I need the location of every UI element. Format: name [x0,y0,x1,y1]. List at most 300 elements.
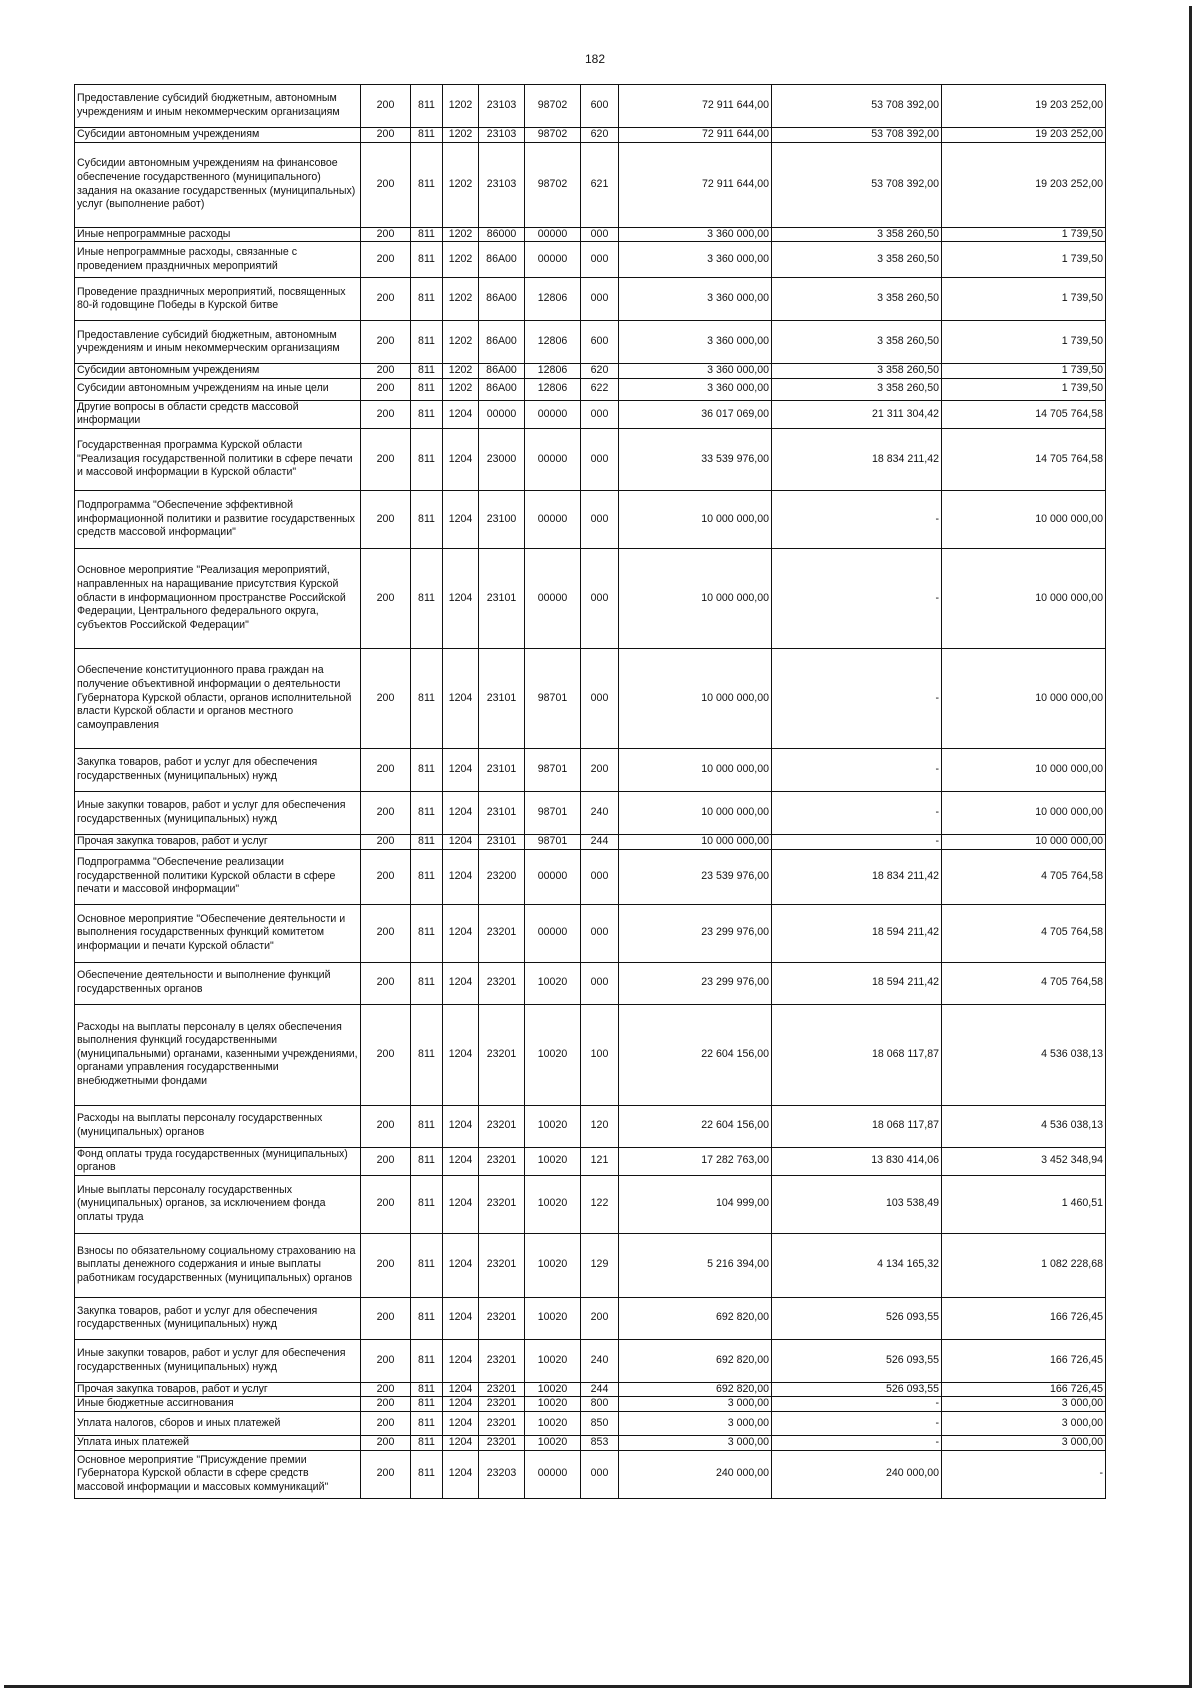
planned-amount: 36 017 069,00 [619,400,772,428]
code-chapter: 811 [411,904,443,962]
code-direction: 12806 [525,364,581,379]
planned-amount: 10 000 000,00 [619,748,772,791]
code-section: 1204 [443,1382,479,1397]
planned-amount: 10 000 000,00 [619,834,772,849]
executed-amount: - [772,1435,942,1450]
code-admin: 200 [361,1339,411,1382]
code-expense-type: 000 [581,242,619,278]
remaining-amount: 4 536 038,13 [942,1105,1106,1147]
code-expense-type: 000 [581,962,619,1004]
code-admin: 200 [361,1450,411,1498]
row-label: Расходы на выплаты персоналу государственных (муниципальных) органов [75,1105,361,1147]
table-row [75,490,1106,548]
planned-amount: 3 360 000,00 [619,364,772,379]
table-row [75,128,1106,143]
code-direction: 10020 [525,1435,581,1450]
table-row [75,1147,1106,1175]
code-expense-type: 000 [581,1450,619,1498]
code-chapter: 811 [411,278,443,321]
executed-amount: 3 358 260,50 [772,227,942,242]
code-direction: 00000 [525,227,581,242]
code-direction: 10020 [525,962,581,1004]
table-row [75,428,1106,490]
code-program: 23201 [479,1339,525,1382]
code-program: 23201 [479,1147,525,1175]
code-expense-type: 853 [581,1435,619,1450]
executed-amount: 526 093,55 [772,1382,942,1397]
code-direction: 10020 [525,1297,581,1339]
code-admin: 200 [361,648,411,748]
table-row [75,400,1106,428]
code-admin: 200 [361,548,411,648]
code-direction: 10020 [525,1339,581,1382]
code-program: 86А00 [479,321,525,364]
planned-amount: 692 820,00 [619,1339,772,1382]
code-direction: 98701 [525,648,581,748]
code-admin: 200 [361,904,411,962]
code-admin: 200 [361,1435,411,1450]
code-section: 1204 [443,748,479,791]
remaining-amount: 4 705 764,58 [942,962,1106,1004]
executed-amount: 4 134 165,32 [772,1233,942,1297]
planned-amount: 240 000,00 [619,1450,772,1498]
code-admin: 200 [361,1382,411,1397]
remaining-amount: 1 739,50 [942,321,1106,364]
code-expense-type: 129 [581,1233,619,1297]
table-row [75,278,1106,321]
executed-amount: 13 830 414,06 [772,1147,942,1175]
code-chapter: 811 [411,1233,443,1297]
executed-amount: 53 708 392,00 [772,142,942,227]
code-expense-type: 850 [581,1411,619,1435]
code-expense-type: 000 [581,400,619,428]
remaining-amount: 10 000 000,00 [942,834,1106,849]
remaining-amount: 1 082 228,68 [942,1233,1106,1297]
code-section: 1204 [443,1004,479,1105]
row-label: Субсидии автономным учреждениям на финансовое обеспечение государственного (муниципального) задания на оказание государственных (муниципальных) услуг (выполнение работ) [75,142,361,227]
planned-amount: 22 604 156,00 [619,1004,772,1105]
row-label: Расходы на выплаты персоналу в целях обеспечения выполнения функций государственными (муниципальными) органами, казенными учреждениями, органами управления государственными внебюджетными фондами [75,1004,361,1105]
row-label: Иные выплаты персоналу государственных (муниципальных) органов, за исключением фонда оплаты труда [75,1175,361,1233]
code-chapter: 811 [411,1105,443,1147]
table-row [75,1450,1106,1498]
code-program: 23201 [479,1435,525,1450]
row-label: Основное мероприятие "Присуждение премии Губернатора Курской области в сфере средств массовой информации и массовых коммуникаций" [75,1450,361,1498]
row-label: Иные бюджетные ассигнования [75,1397,361,1412]
code-section: 1204 [443,490,479,548]
table-row [75,962,1106,1004]
remaining-amount: 19 203 252,00 [942,128,1106,143]
row-label: Субсидии автономным учреждениям на иные цели [75,378,361,400]
code-admin: 200 [361,962,411,1004]
code-direction: 98701 [525,834,581,849]
table-row [75,1339,1106,1382]
table-row [75,1297,1106,1339]
code-expense-type: 240 [581,791,619,834]
planned-amount: 3 000,00 [619,1411,772,1435]
code-section: 1202 [443,242,479,278]
code-admin: 200 [361,1147,411,1175]
code-section: 1204 [443,1435,479,1450]
executed-amount: 18 594 211,42 [772,904,942,962]
code-expense-type: 000 [581,278,619,321]
code-chapter: 811 [411,1435,443,1450]
code-section: 1204 [443,1297,479,1339]
planned-amount: 72 911 644,00 [619,85,772,128]
code-chapter: 811 [411,1297,443,1339]
code-program: 23101 [479,548,525,648]
remaining-amount: 14 705 764,58 [942,400,1106,428]
code-section: 1204 [443,1339,479,1382]
code-program: 23201 [479,1411,525,1435]
code-admin: 200 [361,85,411,128]
executed-amount: 53 708 392,00 [772,128,942,143]
table-row [75,1175,1106,1233]
code-admin: 200 [361,849,411,904]
planned-amount: 10 000 000,00 [619,648,772,748]
remaining-amount: - [942,1450,1106,1498]
executed-amount: 103 538,49 [772,1175,942,1233]
row-label: Проведение праздничных мероприятий, посвященных 80-й годовщине Победы в Курской битве [75,278,361,321]
code-section: 1204 [443,400,479,428]
code-chapter: 811 [411,962,443,1004]
executed-amount: 240 000,00 [772,1450,942,1498]
table-row [75,1382,1106,1397]
row-label: Уплата налогов, сборов и иных платежей [75,1411,361,1435]
code-chapter: 811 [411,400,443,428]
code-direction: 00000 [525,428,581,490]
code-chapter: 811 [411,1339,443,1382]
remaining-amount: 10 000 000,00 [942,791,1106,834]
code-direction: 10020 [525,1004,581,1105]
code-program: 86А00 [479,378,525,400]
code-admin: 200 [361,364,411,379]
code-program: 23201 [479,904,525,962]
table-row [75,849,1106,904]
code-section: 1202 [443,142,479,227]
planned-amount: 17 282 763,00 [619,1147,772,1175]
row-label: Взносы по обязательному социальному страхованию на выплаты денежного содержания и иные выплаты работникам государственных (муниципальных) органов [75,1233,361,1297]
row-label: Обеспечение деятельности и выполнение функций государственных органов [75,962,361,1004]
code-section: 1204 [443,1397,479,1412]
code-admin: 200 [361,1004,411,1105]
code-section: 1204 [443,791,479,834]
remaining-amount: 19 203 252,00 [942,142,1106,227]
remaining-amount: 4 536 038,13 [942,1004,1106,1105]
executed-amount: 18 594 211,42 [772,962,942,1004]
remaining-amount: 3 000,00 [942,1435,1106,1450]
remaining-amount: 166 726,45 [942,1297,1106,1339]
code-section: 1204 [443,1105,479,1147]
planned-amount: 3 360 000,00 [619,242,772,278]
row-label: Предоставление субсидий бюджетным, автономным учреждениям и иным некоммерческим организациям [75,321,361,364]
code-direction: 10020 [525,1397,581,1412]
code-chapter: 811 [411,1411,443,1435]
code-section: 1202 [443,378,479,400]
code-expense-type: 000 [581,648,619,748]
planned-amount: 23 539 976,00 [619,849,772,904]
row-label: Закупка товаров, работ и услуг для обеспечения государственных (муниципальных) нужд [75,1297,361,1339]
code-program: 23101 [479,648,525,748]
planned-amount: 10 000 000,00 [619,490,772,548]
code-section: 1202 [443,85,479,128]
code-program: 23200 [479,849,525,904]
code-program: 23201 [479,1397,525,1412]
code-chapter: 811 [411,548,443,648]
remaining-amount: 14 705 764,58 [942,428,1106,490]
executed-amount: 3 358 260,50 [772,378,942,400]
code-chapter: 811 [411,227,443,242]
code-direction: 98701 [525,748,581,791]
code-program: 23000 [479,428,525,490]
code-section: 1202 [443,227,479,242]
code-admin: 200 [361,791,411,834]
code-expense-type: 200 [581,748,619,791]
table-row [75,648,1106,748]
row-label: Государственная программа Курской области "Реализация государственной политики в сфере печати и массовой информации в Курской области" [75,428,361,490]
remaining-amount: 4 705 764,58 [942,849,1106,904]
remaining-amount: 1 460,51 [942,1175,1106,1233]
code-admin: 200 [361,242,411,278]
code-section: 1202 [443,128,479,143]
code-direction: 12806 [525,378,581,400]
code-admin: 200 [361,378,411,400]
executed-amount: 3 358 260,50 [772,242,942,278]
code-chapter: 811 [411,791,443,834]
row-label: Прочая закупка товаров, работ и услуг [75,1382,361,1397]
code-program: 23103 [479,128,525,143]
code-chapter: 811 [411,849,443,904]
code-direction: 10020 [525,1233,581,1297]
table-row [75,227,1106,242]
executed-amount: 3 358 260,50 [772,278,942,321]
remaining-amount: 166 726,45 [942,1382,1106,1397]
code-section: 1204 [443,648,479,748]
table-row [75,1411,1106,1435]
row-label: Основное мероприятие "Реализация мероприятий, направленных на наращивание присутствия Курской области в информационном пространстве Российской Федерации, Центрального федерального округа, субъектов Российской Федерации" [75,548,361,648]
code-admin: 200 [361,490,411,548]
code-program: 23103 [479,85,525,128]
code-section: 1204 [443,548,479,648]
executed-amount: 21 311 304,42 [772,400,942,428]
remaining-amount: 1 739,50 [942,242,1106,278]
planned-amount: 33 539 976,00 [619,428,772,490]
code-direction: 00000 [525,1450,581,1498]
code-admin: 200 [361,400,411,428]
code-section: 1204 [443,1147,479,1175]
planned-amount: 3 360 000,00 [619,278,772,321]
code-chapter: 811 [411,142,443,227]
executed-amount: 526 093,55 [772,1339,942,1382]
code-admin: 200 [361,142,411,227]
code-section: 1204 [443,962,479,1004]
remaining-amount: 10 000 000,00 [942,648,1106,748]
remaining-amount: 166 726,45 [942,1339,1106,1382]
code-expense-type: 000 [581,490,619,548]
code-admin: 200 [361,227,411,242]
planned-amount: 3 360 000,00 [619,321,772,364]
remaining-amount: 1 739,50 [942,378,1106,400]
code-admin: 200 [361,1105,411,1147]
code-program: 23103 [479,142,525,227]
executed-amount: - [772,490,942,548]
code-expense-type: 622 [581,378,619,400]
remaining-amount: 10 000 000,00 [942,490,1106,548]
code-program: 23101 [479,791,525,834]
table-row [75,142,1106,227]
code-chapter: 811 [411,648,443,748]
code-admin: 200 [361,1397,411,1412]
remaining-amount: 10 000 000,00 [942,748,1106,791]
code-chapter: 811 [411,1147,443,1175]
planned-amount: 5 216 394,00 [619,1233,772,1297]
table-row [75,791,1106,834]
code-chapter: 811 [411,85,443,128]
row-label: Другие вопросы в области средств массовой информации [75,400,361,428]
row-label: Закупка товаров, работ и услуг для обеспечения государственных (муниципальных) нужд [75,748,361,791]
executed-amount: 18 834 211,42 [772,849,942,904]
code-program: 23201 [479,962,525,1004]
code-chapter: 811 [411,364,443,379]
code-program: 86А00 [479,364,525,379]
table-row [75,321,1106,364]
code-program: 23201 [479,1004,525,1105]
code-chapter: 811 [411,428,443,490]
code-expense-type: 244 [581,1382,619,1397]
code-section: 1204 [443,1175,479,1233]
code-chapter: 811 [411,242,443,278]
code-chapter: 811 [411,1004,443,1105]
executed-amount: - [772,1397,942,1412]
code-chapter: 811 [411,748,443,791]
table-row [75,548,1106,648]
budget-table [74,84,1106,1499]
code-direction: 98702 [525,128,581,143]
planned-amount: 72 911 644,00 [619,128,772,143]
code-direction: 12806 [525,278,581,321]
code-chapter: 811 [411,321,443,364]
table-row [75,364,1106,379]
code-program: 23203 [479,1450,525,1498]
executed-amount: - [772,834,942,849]
code-section: 1204 [443,904,479,962]
code-expense-type: 620 [581,128,619,143]
table-row [75,1397,1106,1412]
code-section: 1204 [443,1233,479,1297]
code-chapter: 811 [411,1175,443,1233]
code-direction: 00000 [525,849,581,904]
row-label: Иные непрограммные расходы, связанные с проведением праздничных мероприятий [75,242,361,278]
code-admin: 200 [361,128,411,143]
code-admin: 200 [361,834,411,849]
code-section: 1204 [443,1411,479,1435]
code-program: 23201 [479,1175,525,1233]
code-expense-type: 122 [581,1175,619,1233]
code-expense-type: 621 [581,142,619,227]
code-direction: 98702 [525,142,581,227]
planned-amount: 3 000,00 [619,1435,772,1450]
row-label: Фонд оплаты труда государственных (муниципальных) органов [75,1147,361,1175]
row-label: Основное мероприятие "Обеспечение деятельности и выполнения государственных функций комитетом информации и печати Курской области" [75,904,361,962]
page-number: 182 [584,52,606,66]
table-body [75,85,1106,1499]
executed-amount: 18 834 211,42 [772,428,942,490]
code-expense-type: 000 [581,904,619,962]
row-label: Иные закупки товаров, работ и услуг для обеспечения государственных (муниципальных) нужд [75,791,361,834]
planned-amount: 3 360 000,00 [619,227,772,242]
code-chapter: 811 [411,1450,443,1498]
executed-amount: - [772,548,942,648]
code-program: 86000 [479,227,525,242]
executed-amount: 18 068 117,87 [772,1004,942,1105]
executed-amount: - [772,748,942,791]
code-expense-type: 000 [581,428,619,490]
row-label: Иные закупки товаров, работ и услуг для обеспечения государственных (муниципальных) нужд [75,1339,361,1382]
remaining-amount: 19 203 252,00 [942,85,1106,128]
table-row [75,1004,1106,1105]
remaining-amount: 3 452 348,94 [942,1147,1106,1175]
code-direction: 10020 [525,1147,581,1175]
code-section: 1204 [443,428,479,490]
code-program: 00000 [479,400,525,428]
planned-amount: 23 299 976,00 [619,904,772,962]
code-direction: 98702 [525,85,581,128]
code-direction: 12806 [525,321,581,364]
code-program: 23201 [479,1105,525,1147]
code-section: 1202 [443,364,479,379]
code-section: 1204 [443,1450,479,1498]
table-row [75,904,1106,962]
planned-amount: 3 000,00 [619,1397,772,1412]
code-admin: 200 [361,1411,411,1435]
code-expense-type: 600 [581,321,619,364]
code-section: 1202 [443,278,479,321]
code-program: 23201 [479,1233,525,1297]
code-expense-type: 121 [581,1147,619,1175]
code-expense-type: 600 [581,85,619,128]
code-direction: 10020 [525,1175,581,1233]
code-program: 23201 [479,1297,525,1339]
row-label: Прочая закупка товаров, работ и услуг [75,834,361,849]
code-admin: 200 [361,321,411,364]
code-section: 1204 [443,849,479,904]
planned-amount: 104 999,00 [619,1175,772,1233]
row-label: Предоставление субсидий бюджетным, автономным учреждениям и иным некоммерческим организациям [75,85,361,128]
planned-amount: 10 000 000,00 [619,548,772,648]
code-admin: 200 [361,278,411,321]
code-direction: 00000 [525,242,581,278]
executed-amount: - [772,1411,942,1435]
code-admin: 200 [361,748,411,791]
code-program: 86А00 [479,278,525,321]
executed-amount: - [772,648,942,748]
code-direction: 98701 [525,791,581,834]
planned-amount: 23 299 976,00 [619,962,772,1004]
row-label: Уплата иных платежей [75,1435,361,1450]
table-row [75,378,1106,400]
code-section: 1202 [443,321,479,364]
planned-amount: 10 000 000,00 [619,791,772,834]
code-expense-type: 244 [581,834,619,849]
code-chapter: 811 [411,1397,443,1412]
code-admin: 200 [361,1175,411,1233]
code-expense-type: 800 [581,1397,619,1412]
remaining-amount: 3 000,00 [942,1411,1106,1435]
code-expense-type: 240 [581,1339,619,1382]
code-admin: 200 [361,1297,411,1339]
code-section: 1204 [443,834,479,849]
remaining-amount: 3 000,00 [942,1397,1106,1412]
